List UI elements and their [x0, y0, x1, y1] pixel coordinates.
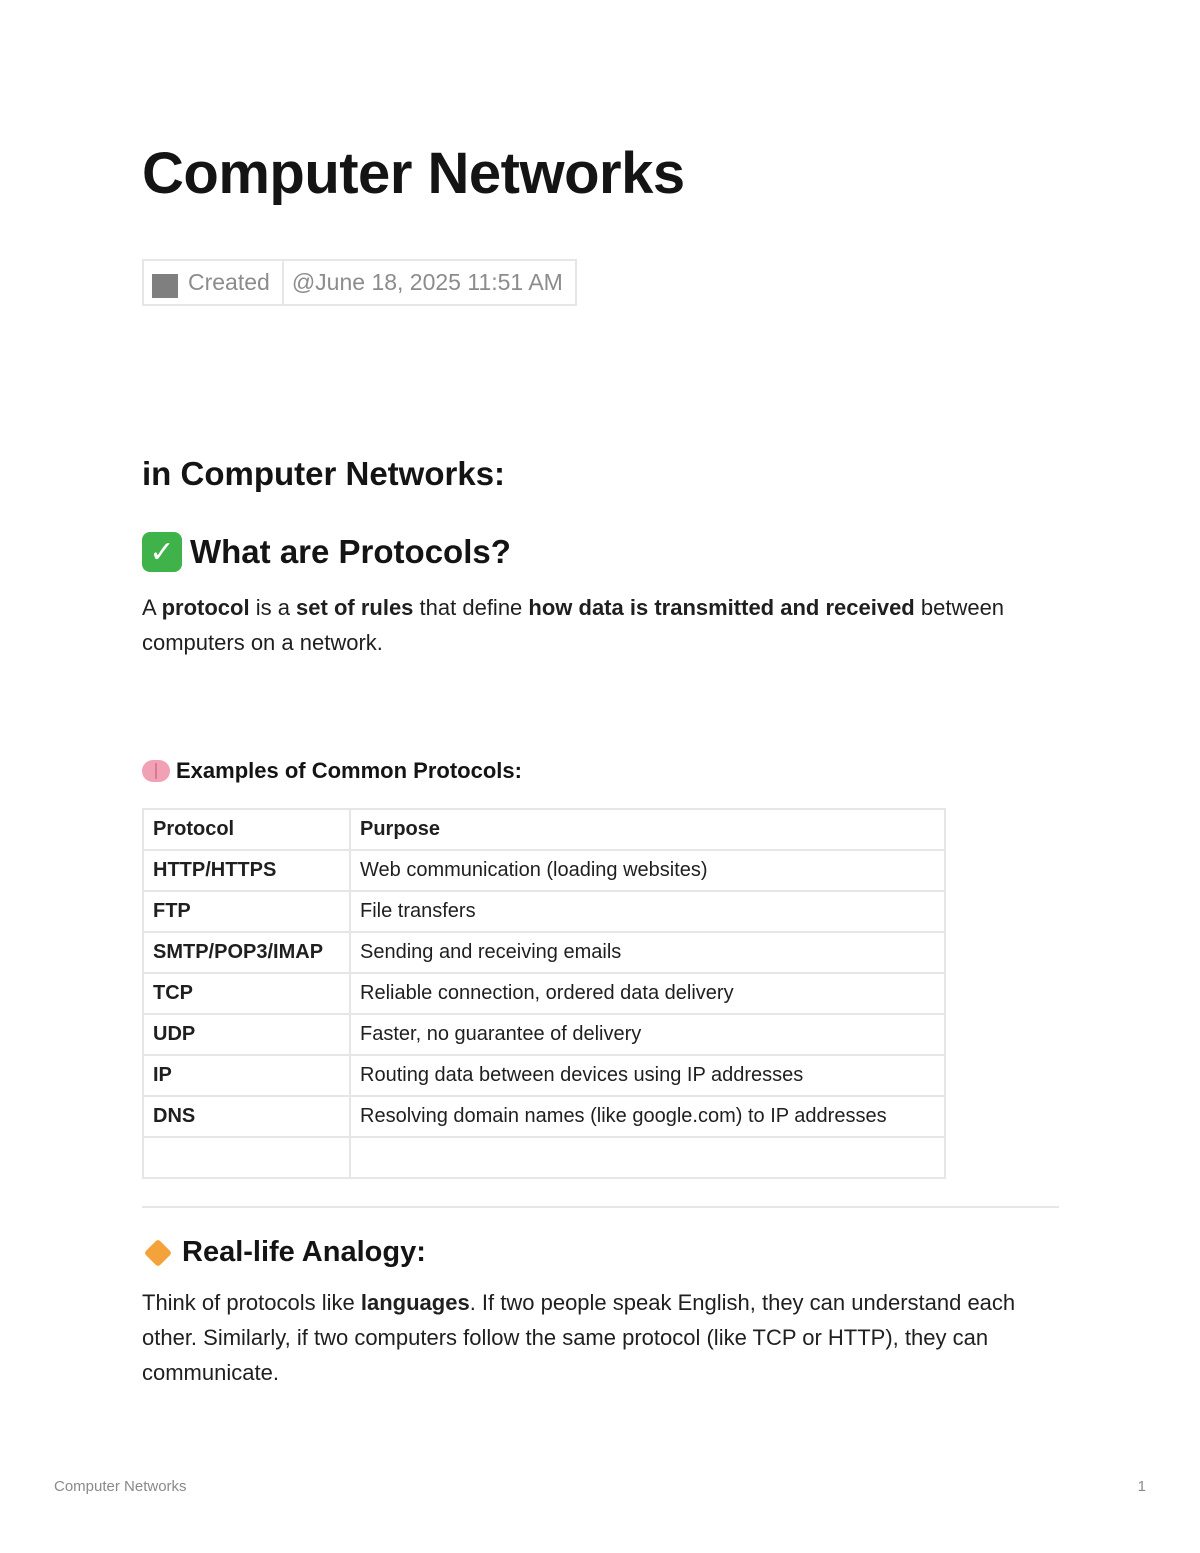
footer-page-number: 1 [1137, 1478, 1146, 1495]
property-label-cell [144, 261, 282, 304]
table-row [143, 1014, 945, 1055]
column-header-purpose: Purpose [350, 809, 945, 850]
purpose-cell: Web communication (loading websites) [350, 850, 945, 891]
analogy-heading-text: Real-life Analogy: [182, 1236, 426, 1268]
purpose-cell: Reliable connection, ordered data delivery [350, 973, 945, 1014]
table-row [143, 1096, 945, 1137]
protocol-cell: IP [143, 1055, 350, 1096]
footer-doc-title: Computer Networks [54, 1478, 187, 1495]
text-run: Think of protocols like [142, 1290, 361, 1315]
check-mark-icon: ✓ [142, 532, 182, 572]
property-label: Created [188, 269, 270, 295]
text-run: A [142, 595, 162, 620]
table-row [143, 1055, 945, 1096]
purpose-cell: Faster, no guarantee of delivery [350, 1014, 945, 1055]
protocols-table [142, 808, 946, 1179]
protocol-cell: UDP [143, 1014, 350, 1055]
protocol-cell: DNS [143, 1096, 350, 1137]
column-header-protocol: Protocol [143, 809, 350, 850]
protocol-cell: HTTP/HTTPS [143, 850, 350, 891]
purpose-cell [350, 1137, 945, 1178]
purpose-cell: File transfers [350, 891, 945, 932]
text-run: . If two people speak English, they can understand each other. Similarly, if two computers follow the same protocol (like TCP or HTTP), they can communicate. [142, 1290, 1016, 1385]
table-row [143, 850, 945, 891]
brain-icon [142, 760, 170, 782]
table-row [143, 973, 945, 1014]
bold-run: languages [360, 1290, 470, 1315]
examples-heading-text: Examples of Common Protocols: [176, 758, 522, 783]
orange-diamond-icon [144, 1238, 172, 1266]
table-header-row [143, 809, 945, 850]
examples-heading [142, 758, 522, 784]
protocol-cell: TCP [143, 973, 350, 1014]
created-property [142, 259, 577, 306]
purpose-cell: Resolving domain names (like google.com) to IP addresses [350, 1096, 945, 1137]
purpose-cell: Routing data between devices using IP addresses [350, 1055, 945, 1096]
protocols-heading-text: What are Protocols? [190, 533, 511, 570]
text-run: between computers on a network. [142, 595, 1005, 655]
analogy-heading [142, 1236, 426, 1269]
table-row-empty [143, 1137, 945, 1178]
text-run: is a [249, 595, 297, 620]
property-square-icon [152, 274, 178, 298]
protocol-cell [143, 1137, 350, 1178]
divider [142, 1206, 1059, 1208]
protocol-cell: FTP [143, 891, 350, 932]
protocol-cell: SMTP/POP3/IMAP [143, 932, 350, 973]
text-run: that define [413, 595, 529, 620]
property-value[interactable]: @June 18, 2025 11:51 AM [291, 269, 563, 295]
bold-run: protocol [161, 595, 250, 620]
property-value-cell[interactable] [282, 261, 575, 304]
table-row [143, 891, 945, 932]
section-heading-protocols [142, 532, 511, 572]
table-row [143, 932, 945, 973]
protocol-definition-paragraph [142, 590, 1042, 660]
bold-run: how data is transmitted and received [528, 595, 915, 620]
section-heading-networks: in Computer Networks: [142, 455, 506, 492]
page-title: Computer Networks [142, 141, 685, 206]
analogy-paragraph [142, 1285, 1062, 1390]
bold-run: set of rules [296, 595, 414, 620]
purpose-cell: Sending and receiving emails [350, 932, 945, 973]
